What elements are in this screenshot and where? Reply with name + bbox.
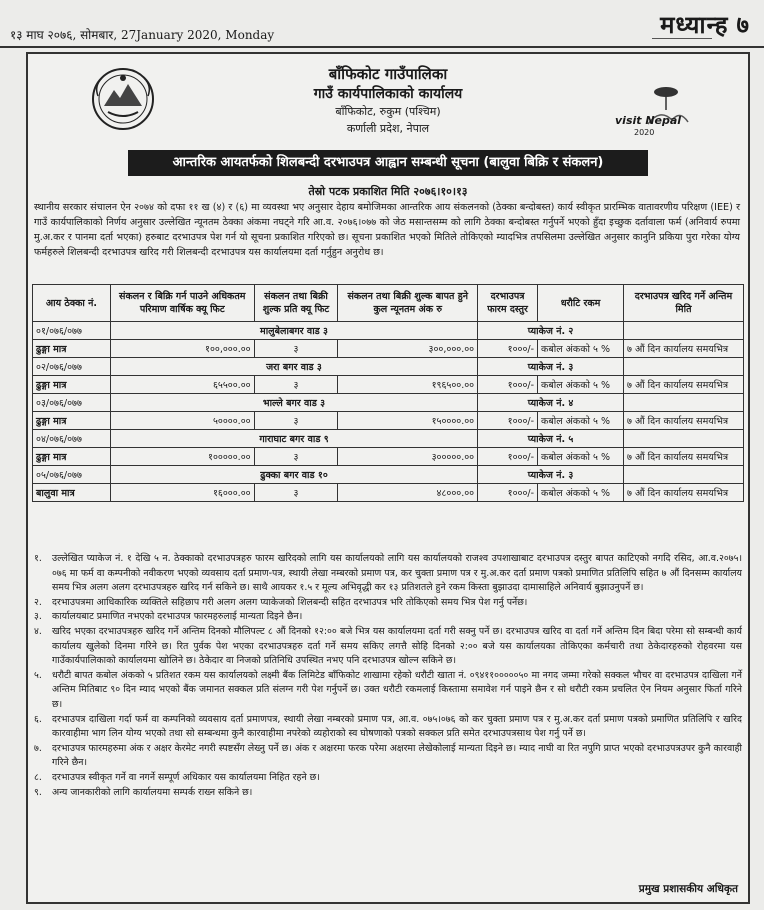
intro-paragraph: स्थानीय सरकार संचालन ऐन २०७४ को दफा ११ ख (४) र (६) मा व्यवस्था भए अनुसार देहाय बमोजिमका आन्तरिक आय संकलनको (ठेक्का बन्दोबस्त) कार्य स्वीकृत प्रारम्भिक वातावरणीय परिक्षण (IEE) र गाउँ कार्यपालिकाको निर्णय अनुसार उल्लेखित न्यूनतम ठेक्का अंकमा नघट्ने गरि आ.व. २०७६।०७७ को जेठ मसान्तसम्म को लागि ठेक्का बन्दोबस्त गर्नुपर्ने भएको हुँदा इच्छुक दर्तावाला फर्म (अनिवार्य रुपमा मु.अ.कर र पानमा दर्ता भएका) हरुबाट दरभाउपत्र पेश गर्न यो सूचना प्रकाशित गरिएको छ। सूचना प्रकाशित भएको मितिले तोकिएको म्यादभित्र तपसिलमा उल्लेखित अनुसार कानुनि प्रकिया पुरा गरेका योग्य फर्महरुले शिलबन्दी दरभाउपत्र खरिद गरी शिलबन्दी दरभाउपत्र यस कार्यालयमा दर्ता गर्नुहुन अनुरोध छ।: [34, 202, 740, 258]
reissue-date: तेस्रो पटक प्रकाशित मिति २०७६।१०।१३: [308, 185, 468, 198]
terms-list: [34, 552, 742, 800]
col-header-deadline: दरभाउपत्र खरिद गर्ने अन्तिम मिति: [623, 285, 743, 322]
lot-number: ०४/०७६/०७७: [33, 430, 111, 448]
lot-deadline: ७ औं दिन कार्यालय समयभित्र: [623, 484, 743, 502]
term-text: दरभाउपत्र स्वीकृत गर्ने वा नगर्ने सम्पूर्ण अधिकार यस कार्यालयमा निहित रहने छ।: [52, 771, 320, 783]
lot-deadline: ७ औं दिन कार्यालय समयभित्र: [623, 340, 743, 358]
lot-item: ढुङ्गा मात्र: [33, 412, 111, 430]
lot-quantity: १६०००.००: [110, 484, 254, 502]
lot-deposit: कबोल अंकको ५ %: [538, 412, 624, 430]
lot-package: प्याकेज नं. ३: [478, 466, 624, 484]
office-name: गाउँ कार्यपालिकाको कार्यालय: [313, 86, 463, 102]
term-number: ९.: [34, 786, 42, 798]
term-text: धरौटी बापत कबोल अंकको ५ प्रतिशत रकम यस कार्यालयको लक्ष्मी बैंक लिमिटेड बाँफिकोट शाखामा रहेको धरौटी खाता नं. ०९४११०००००५० मा नगद जम्मा गरेको सक्कल भौचर वा दरभाउपत्र दाखिला गर्ने अन्तिम मितिबाट ९० दिन म्याद भएको बैंक जमानत सक्कल प्रति संलग्न गरी पेश गर्नुपर्ने छ। उक्त धरौटी रकमलाई किस्तामा समावेश गर्न पाइने छैन र सो धरौटी रकम प्रचलित ऐन नियम अनुसार फिर्ता गरिने छ।: [52, 669, 742, 710]
lot-total: ३०००००.००: [338, 448, 478, 466]
notice-title: आन्तरिक आयतर्फको शिलबन्दी दरभाउपत्र आह्वान सम्बन्धी सूचना (बालुवा बिक्रि र संकलन): [128, 150, 648, 176]
lot-deposit: कबोल अंकको ५ %: [538, 340, 624, 358]
term-text: उल्लेखित प्याकेज नं. १ देखि ५ न. ठेक्काको दरभाउपत्रहरु फारम खरिदको लागि यस कार्यालयको लागि यस कार्यालयको राजश्व उपशाखाबाट दरभाउपत्र दस्तुर बापत काटिएको नगदि रसिद, आ.व.२०७५।०७६ मा फर्म वा कम्पनीको नवीकरण भएको व्यवसाय दर्ता प्रमाण-पत्र, स्थायी लेखा नम्बरको प्रमाण पत्र, कर चुक्ता प्रमाण पत्र र मु.अ.कर दर्ता प्रमाण पत्रको प्रमाणित प्रतिलिपि सहित ७ औं दिनसम्म कार्यालय समय भित्र अलग अलग दरभाउपत्रहरु खरिद गर्न सकिने छ। साथै आयकर १.५ र मूल्य अभिवृद्धी कर १३ प्रतिशतले हुने रकम किस्ता बुझाउदा दामासाहिले अनिवार्य बुझाउनुपर्ने छ।: [52, 553, 742, 594]
lot-package: प्याकेज नं. ३: [478, 358, 624, 376]
table-row: [33, 376, 744, 394]
term-item: [34, 713, 742, 742]
term-item: [34, 669, 742, 713]
lot-site: जरा बगर वाड ३: [110, 358, 477, 376]
lot-rate: ३: [254, 448, 338, 466]
term-text: दरभाउपत्र दाखिला गर्दा फर्म वा कम्पनिको व्यवसाय दर्ता प्रमाणपत्र, स्थायी लेखा नम्बरको प्रमाण पत्र, आ.व. ०७५।०७६ को कर चुक्ता प्रमाण पत्र र मु.अ.कर दर्ता प्रमाण पत्रको प्रमाणित प्रतिलिपि र खरिद कारवाहीमा भाग लिन योग्य भएको तथा सो सम्बन्धमा कुनै कारवाहीमा नपरेको व्यहोराको स्व घोषणाको पत्रको सक्कल प्रति समेत दरभाउपत्रसाथ पेश गर्नु पर्ने छ।: [52, 713, 742, 740]
col-header-quantity: संकलन र बिक्रि गर्न पाउने अधिकतम परिमाण वार्षिक क्यू फिट: [110, 285, 254, 322]
lot-package: प्याकेज नं. ४: [478, 394, 624, 412]
lot-deadline: ७ औं दिन कार्यालय समयभित्र: [623, 412, 743, 430]
lot-rate: ३: [254, 340, 338, 358]
lot-total: १९६५००.००: [338, 376, 478, 394]
term-number: ७.: [34, 742, 42, 754]
term-text: कार्यालयबाट प्रमाणित नभएको दरभाउपत्र फारमहरुलाई मान्यता दिइने छैन।: [52, 611, 303, 623]
table-row-lot-title: [33, 466, 744, 484]
lot-item: ढुङ्गा मात्र: [33, 340, 111, 358]
province-name: कर्णाली प्रदेश, नेपाल: [346, 122, 430, 135]
col-header-deposit: धरौटि रकम: [538, 285, 624, 322]
lot-form-fee: १०००/-: [478, 448, 538, 466]
table-row-lot-title: [33, 430, 744, 448]
lot-quantity: १०००००.००: [110, 448, 254, 466]
table-row-lot-title: [33, 322, 744, 340]
table-row: [33, 340, 744, 358]
term-number: ६.: [34, 713, 42, 725]
term-item: [34, 771, 742, 786]
signatory-title: प्रमुख प्रशासकीय अधिकृत: [638, 883, 738, 895]
term-item: [34, 596, 742, 611]
tender-table: [32, 284, 744, 502]
lot-site: ढुक्का बगर वाड १०: [110, 466, 477, 484]
page-number: ७: [736, 10, 750, 39]
term-item: [34, 786, 742, 801]
lot-number: ०२/०७६/०७७: [33, 358, 111, 376]
lot-rate: ३: [254, 376, 338, 394]
lot-item: ढुङ्गा मात्र: [33, 376, 111, 394]
lot-package: प्याकेज नं. २: [478, 322, 624, 340]
lot-deposit: कबोल अंकको ५ %: [538, 376, 624, 394]
col-header-rate: संकलन तथा बिक्री शुल्क प्रति क्यू फिट: [254, 285, 338, 322]
lot-form-fee: १०००/-: [478, 412, 538, 430]
lot-form-fee: १०००/-: [478, 340, 538, 358]
lot-total: ४८०००.००: [338, 484, 478, 502]
lot-form-fee: १०००/-: [478, 484, 538, 502]
lot-deadline: ७ औं दिन कार्यालय समयभित्र: [623, 448, 743, 466]
lot-form-fee: १०००/-: [478, 376, 538, 394]
term-text: दरभाउपत्रमा आधिकारिक व्यक्तिले सहिछाप गरी अलग अलग प्याकेजको शिलबन्दी सहित दरभाउपत्र भरि तोकिएको समय भित्र पेश गर्नु पर्नेछ।: [52, 596, 528, 608]
term-item: [34, 742, 742, 771]
table-row: [33, 448, 744, 466]
lot-quantity: १००,०००.००: [110, 340, 254, 358]
dateline: १३ माघ २०७६, सोमबार, 27January 2020, Monday: [10, 28, 275, 42]
municipality-name: बाँफिकोट गाउँपालिका: [328, 65, 448, 83]
lot-item: ढुङ्गा मात्र: [33, 448, 111, 466]
term-number: ४.: [34, 625, 42, 637]
notice-box: [26, 52, 750, 904]
col-header-lot-no: आय ठेक्का नं.: [33, 285, 111, 322]
col-header-total: संकलन तथा बिक्री शुल्क बापत हुने कुल न्यूनतम अंक रु: [338, 285, 478, 322]
table-row-lot-title: [33, 358, 744, 376]
masthead-title: मध्यान्ह: [660, 10, 729, 39]
lot-rate: ३: [254, 412, 338, 430]
term-text: खरिद भएका दरभाउपत्रहरु खरिद गर्ने अन्तिम दिनको मौलिपल्ट ८ औं दिनको १२:०० बजे भित्र यस कार्यालयमा दर्ता गरी सक्नु पर्ने छ। दरभाउपत्र खरिद वा दर्ता गर्ने अन्तिम दिन बिदा परेमा सो सम्बन्धी कार्य कार्यालय खुलेको दिनमा गरिने छ। रित पुर्वक पेश भएका दरभाउपत्रहरु दर्ता गर्ने समय सकिए लगत्तै सोहि दिनको २:०० बजे यस कार्यालयका तोकिएका कर्मचारी तथा ठेकेदारहरुको रोहवरमा यस गाउँकार्यपालिकाको कार्यालयमा खोलिने छ। ठेकेदार वा निजको प्रतिनिधि उपस्थित नभए पनि दरभाउपत्र खोल्न सकिने छ।: [52, 625, 742, 667]
newspaper-header: [0, 0, 764, 48]
table-row: [33, 484, 744, 502]
lot-rate: ३: [254, 484, 338, 502]
lot-number: ०५/०७६/०७७: [33, 466, 111, 484]
lot-deposit: कबोल अंकको ५ %: [538, 484, 624, 502]
table-row: [33, 412, 744, 430]
table-header-row: [33, 285, 744, 322]
visit-nepal-year: 2020: [634, 128, 655, 137]
table-row-lot-title: [33, 394, 744, 412]
lot-quantity: ६५५००.००: [110, 376, 254, 394]
lot-deposit: कबोल अंकको ५ %: [538, 448, 624, 466]
lot-site: गाराघाट बगर वाड ९: [110, 430, 477, 448]
term-number: ३.: [34, 611, 42, 623]
term-text: दरभाउपत्र फारमहरुमा अंक र अक्षर केरमेट नगरी स्पष्टसँग लेख्नु पर्ने छ। अंक र अक्षरमा फरक परेमा अक्षरमा लेखेकोलाई मान्यता दिइने छ। म्याद नाघी वा रित नपुगि प्राप्त भएको दरभाउपत्रउपर कुनै कारवाही गरिने छैन।: [52, 742, 742, 769]
term-item: [34, 552, 742, 596]
lot-total: १५००००.००: [338, 412, 478, 430]
lot-number: ०३/०७६/०७७: [33, 394, 111, 412]
term-item: [34, 610, 742, 625]
lot-deadline: ७ औं दिन कार्यालय समयभित्र: [623, 376, 743, 394]
term-item: [34, 625, 742, 669]
office-address: बाँफिकोट, रुकुम (पश्चिम): [335, 105, 441, 118]
visit-nepal-text: visit Nepal: [615, 114, 682, 127]
term-number: १.: [34, 553, 42, 564]
masthead-rule: [652, 38, 712, 42]
term-number: ८.: [34, 771, 42, 783]
visit-nepal-logo-icon: [608, 80, 706, 142]
newspaper-masthead: [660, 8, 750, 41]
term-number: २.: [34, 596, 42, 608]
term-number: ५.: [34, 669, 42, 681]
term-text: अन्य जानकारीको लागि कार्यालयमा सम्पर्क राख्न सकिने छ।: [52, 786, 253, 798]
lot-item: बालुवा मात्र: [33, 484, 111, 502]
lot-total: ३००,०००.००: [338, 340, 478, 358]
lot-number: ०१/०७६/०७७: [33, 322, 111, 340]
col-header-form-fee: दरभाउपत्र फारम दस्तुर: [478, 285, 538, 322]
lot-site: भाल्ले बगर वाड ३: [110, 394, 477, 412]
lot-site: मालुबेलाबगर वाड ३: [110, 322, 477, 340]
lot-quantity: ५००००.००: [110, 412, 254, 430]
lot-package: प्याकेज नं. ५: [478, 430, 624, 448]
